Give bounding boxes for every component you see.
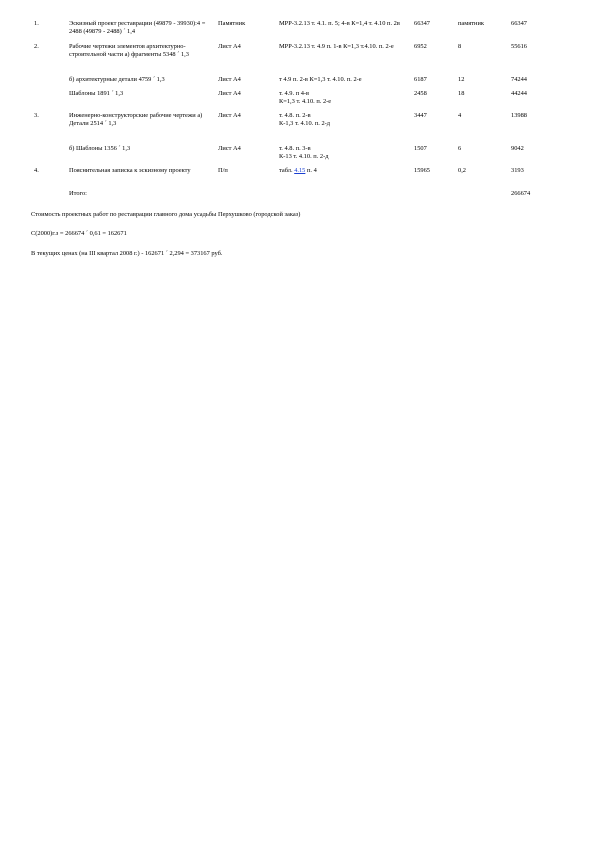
row-3-description: б) архитектурные детали 4759 ´ 1,3 — [69, 76, 165, 83]
table-reference-link[interactable]: 4.15 — [294, 167, 306, 174]
row-2-reference: МРР-3.2.13 т. 4.9 п. 1-в К=1,3 т.4.10. п. 2-е — [279, 43, 394, 50]
row-4-cost: 44244 — [511, 90, 527, 97]
row-6-base-price: 1507 — [414, 145, 427, 152]
row-4-reference: т. 4.9. п 4-в К=1,3 т. 4.10. п. 2-е — [279, 90, 332, 105]
row-4-base-price: 2458 — [414, 90, 427, 97]
row-5-cost: 13988 — [511, 112, 527, 119]
row-2-cost: 55616 — [511, 43, 527, 50]
row-6-quantity: 6 — [458, 145, 462, 152]
row-5-number: 3. — [34, 112, 39, 119]
row-3-unit: Лист А4 — [218, 76, 241, 83]
row-7-number: 4. — [34, 167, 39, 174]
current-price-line: В текущих ценах (на III квартал 2008 г.) - 162671 ´ 2,294 = 373167 руб. — [31, 250, 223, 257]
row-2-base-price: 6952 — [414, 43, 427, 50]
row-6-description: б) Шаблоны 1356 ´ 1,3 — [69, 145, 131, 152]
row-2-unit: Лист А4 — [218, 43, 241, 50]
row-1-reference: МРР-3.2.13 т. 4.1. п. 5; 4-в К=1,4 т. 4.10 п. 2в — [279, 20, 400, 27]
row-4-quantity: 18 — [458, 90, 465, 97]
row-3-base-price: 6187 — [414, 76, 427, 83]
row-5-reference: т. 4.8. п. 2-в К-1,3 т. 4.10. п. 2-д — [279, 112, 331, 127]
row-1-description: Эскизный проект реставрации (49879 - 39930):4 = 2488 (49879 - 2488) ´ 1,4 — [69, 20, 206, 35]
row-4-description: Шаблоны 1891 ´ 1,3 — [69, 90, 124, 97]
cost-heading: Стоимость проектных работ по реставрации главного дома усадьбы Перхушково (городской заказ) — [31, 211, 301, 218]
row-1-cost: 66347 — [511, 20, 527, 27]
row-4-unit: Лист А4 — [218, 90, 241, 97]
row-1-base-price: 66347 — [414, 20, 430, 27]
row-2-number: 2. — [34, 43, 39, 50]
row-1-unit: Памятник — [218, 20, 246, 27]
cost-formula: С(2000)г.з = 266674 ´ 0,61 = 162671 — [31, 230, 127, 237]
row-7-unit: П/п — [218, 167, 228, 174]
row-3-cost: 74244 — [511, 76, 527, 83]
row-6-unit: Лист А4 — [218, 145, 241, 152]
row-5-base-price: 3447 — [414, 112, 427, 119]
row-3-reference: т 4.9 п. 2-в К=1,3 т. 4.10. п. 2-е — [279, 76, 362, 83]
row-5-unit: Лист А4 — [218, 112, 241, 119]
row-3-quantity: 12 — [458, 76, 465, 83]
row-2-quantity: 8 — [458, 43, 462, 50]
row-7-reference-suffix: п. 4 — [305, 167, 317, 174]
row-7-cost: 3193 — [511, 167, 524, 174]
row-7-reference-prefix: табл. — [279, 167, 295, 174]
total-label: Итого: — [69, 190, 87, 197]
row-2-description: Рабочие чертежи элементов архитектурно-строительной части а) фрагменты 5348 ´ 1,3 — [69, 43, 189, 58]
row-7-quantity: 0,2 — [458, 167, 466, 174]
row-7-base-price: 15965 — [414, 167, 430, 174]
total-cost: 266674 — [511, 190, 531, 197]
row-1-quantity: памятник — [458, 20, 484, 27]
row-1-number: 1. — [34, 20, 39, 27]
row-5-description: Инженерно-конструкторские рабочие чертежи а) Детали 2514 ´ 1,3 — [69, 112, 203, 127]
row-6-reference: т. 4.8. п. 3-в К-13 т. 4.10. п. 2-д — [279, 145, 329, 160]
row-5-quantity: 4 — [458, 112, 462, 119]
row-7-reference — [279, 167, 409, 175]
row-7-description: Пояснительная записка к эскизному проекту — [69, 167, 191, 174]
row-6-cost: 9042 — [511, 145, 524, 152]
